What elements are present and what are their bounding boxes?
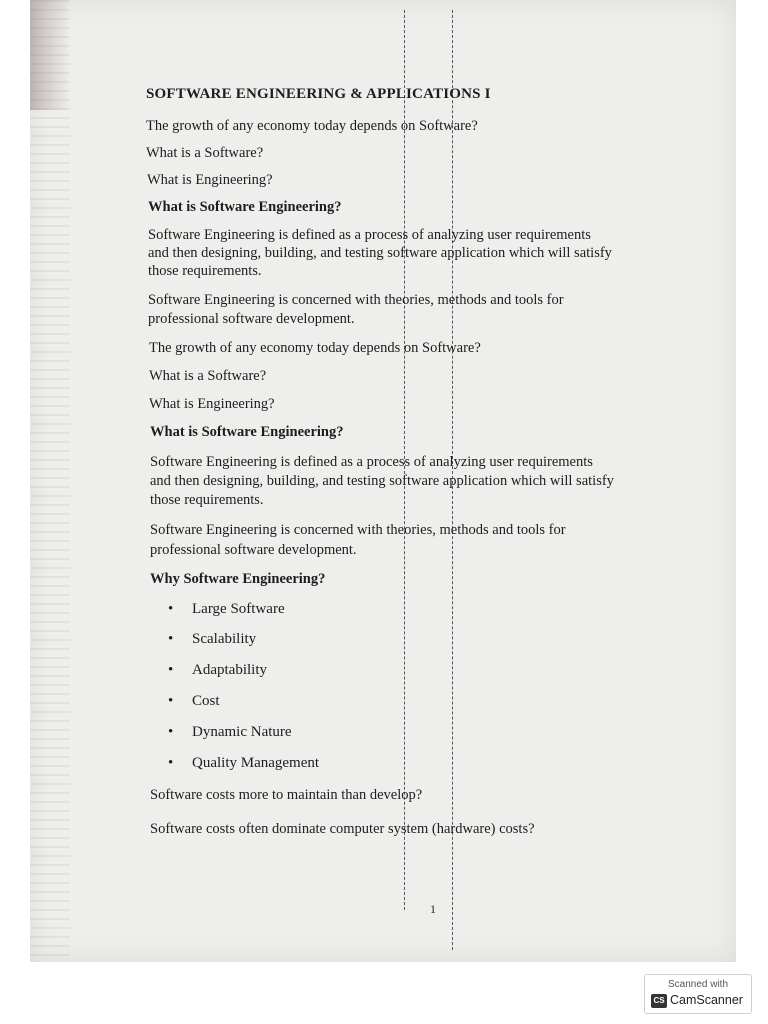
list-item-label: Dynamic Nature bbox=[192, 724, 292, 740]
list-item-label: Adaptability bbox=[192, 662, 267, 678]
text-line: Software costs more to maintain than develop? bbox=[150, 787, 423, 803]
text-line: Software costs often dominate computer system (hardware) costs? bbox=[150, 821, 535, 837]
list-item-label: Cost bbox=[192, 693, 220, 709]
text-line: What is Engineering? bbox=[149, 396, 275, 412]
text-line: What is a Software? bbox=[149, 368, 267, 384]
list-item-label: Quality Management bbox=[192, 755, 320, 771]
text-line: What is Engineering? bbox=[147, 172, 273, 188]
list-item bbox=[168, 754, 319, 772]
text-line: Software Engineering is defined as a process of analyzing user requirements bbox=[148, 227, 591, 243]
text-line: Software Engineering is defined as a process of analyzing user requirements bbox=[150, 454, 593, 470]
text-line: Software Engineering is concerned with theories, methods and tools for bbox=[150, 522, 566, 538]
section-heading: Why Software Engineering? bbox=[150, 571, 326, 587]
page-number: 1 bbox=[430, 902, 436, 916]
section-heading: What is Software Engineering? bbox=[150, 424, 344, 440]
section-heading: What is Software Engineering? bbox=[148, 199, 342, 215]
bullet-icon: • bbox=[168, 662, 174, 678]
list-item-label: Large Software bbox=[192, 601, 285, 617]
list-item bbox=[168, 600, 285, 618]
text-line: professional software development. bbox=[148, 311, 355, 327]
list-item bbox=[168, 692, 220, 710]
watermark-caption: Scanned with bbox=[667, 979, 729, 990]
camscanner-watermark bbox=[644, 974, 752, 1014]
camscanner-logo-icon: CS bbox=[651, 994, 667, 1008]
bullet-icon: • bbox=[168, 755, 174, 771]
text-line: those requirements. bbox=[148, 263, 262, 279]
text-line: The growth of any economy today depends on Software? bbox=[146, 118, 478, 134]
list-item bbox=[168, 723, 292, 741]
bullet-icon: • bbox=[168, 601, 174, 617]
text-line: The growth of any economy today depends on Software? bbox=[149, 340, 481, 356]
watermark-brand: CamScanner bbox=[670, 993, 743, 1007]
list-item bbox=[168, 661, 267, 679]
text-line: those requirements. bbox=[150, 492, 264, 508]
page-corner-shadow bbox=[30, 0, 70, 110]
list-item bbox=[168, 630, 256, 648]
text-line: professional software development. bbox=[150, 542, 357, 558]
list-item-label: Scalability bbox=[192, 631, 257, 647]
bullet-icon: • bbox=[168, 693, 174, 709]
text-line: and then designing, building, and testing software application which will satisfy bbox=[148, 245, 612, 261]
bullet-icon: • bbox=[168, 724, 174, 740]
text-line: What is a Software? bbox=[146, 145, 264, 161]
text-line: and then designing, building, and testing software application which will satisfy bbox=[150, 473, 614, 489]
document-title: SOFTWARE ENGINEERING & APPLICATIONS I bbox=[146, 86, 491, 102]
bullet-icon: • bbox=[168, 631, 174, 647]
page-edge-margin bbox=[30, 0, 70, 962]
text-line: Software Engineering is concerned with theories, methods and tools for bbox=[148, 292, 564, 308]
